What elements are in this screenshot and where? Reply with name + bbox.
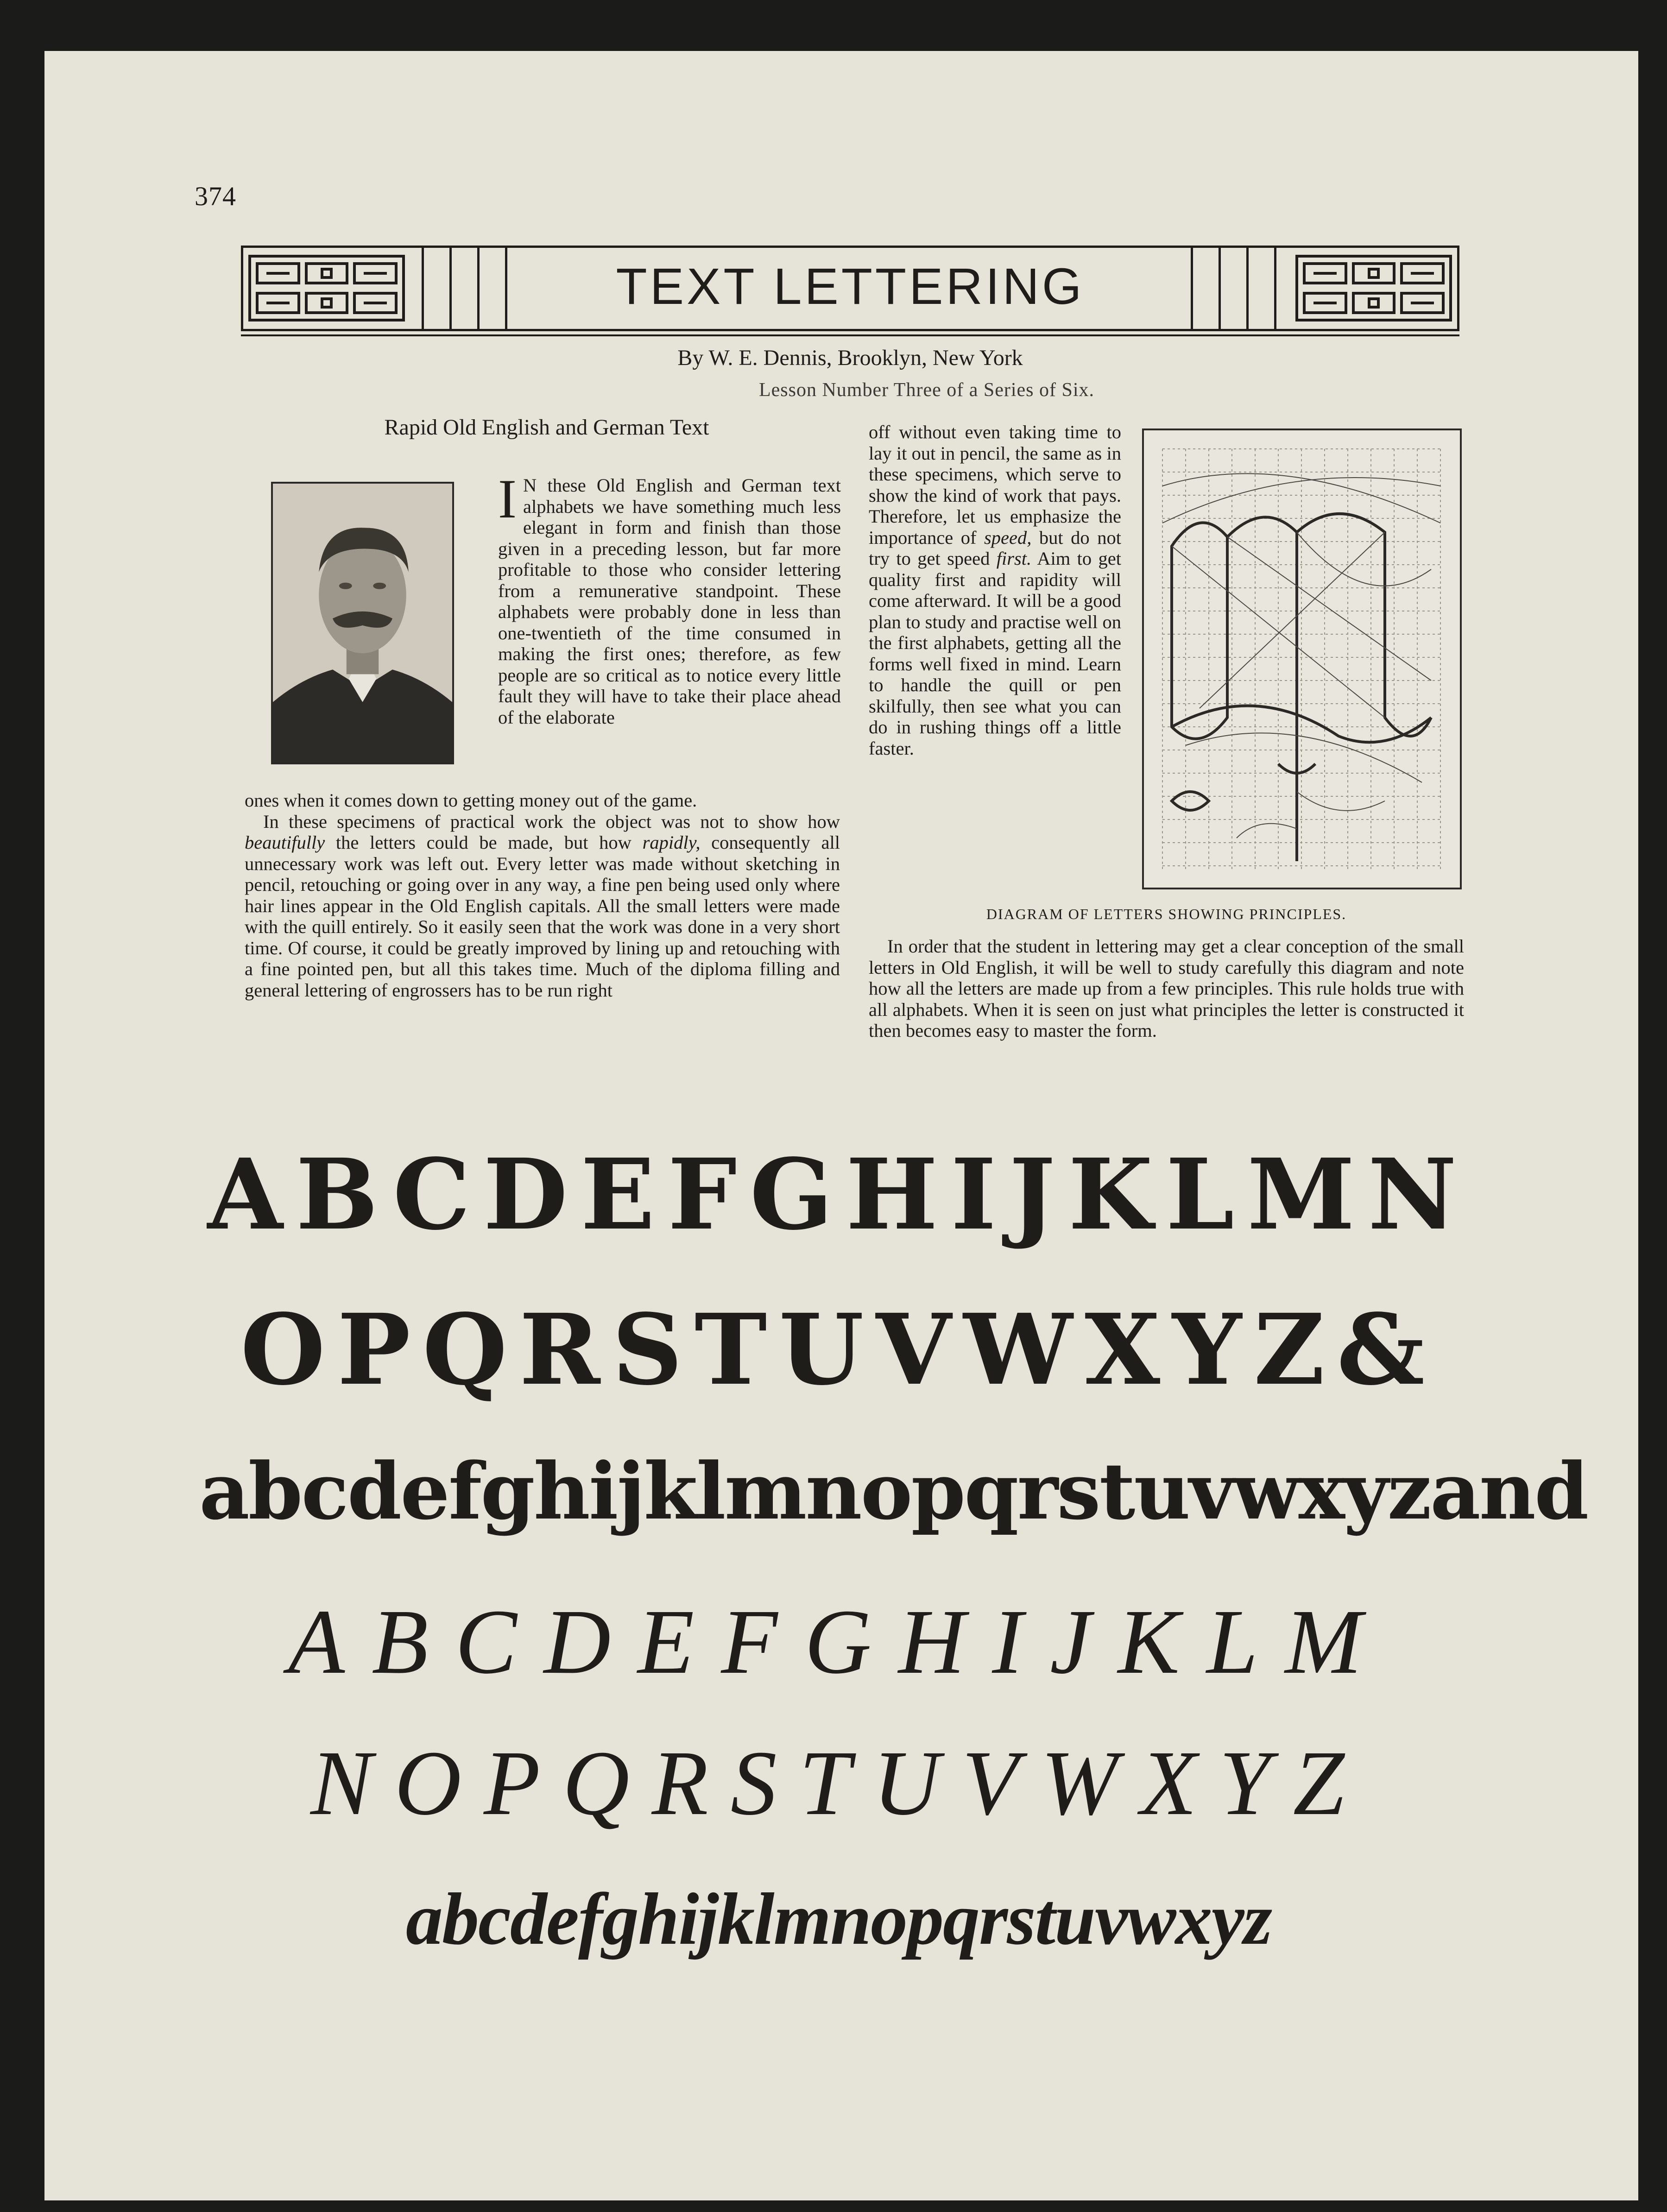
section-subhead: Rapid Old English and German Text: [384, 415, 709, 440]
banner-underline: [241, 334, 1459, 336]
letter-principles-diagram: [1142, 429, 1462, 889]
intro-paragraph: [498, 468, 841, 728]
drop-cap: I: [498, 468, 517, 529]
left-rule-bars: [412, 248, 524, 329]
german-text-capitals-row-1: ABCDEFGHIJKLM: [288, 1591, 1389, 1693]
right-key-ornament: [1295, 253, 1452, 323]
intro-text: N these Old English and German text alphabets we have something much less elegant in form and finish than those given in a preceding lesson, but far more profitable to those who consider lettering from a remunerative standpoint. These alphabets were probably done in less than one-twentieth of the time consumed in making the first ones; therefore, as few people are so critical as to notice every little fault they will have to take their place ahead of the elaborate: [498, 475, 841, 728]
speed-paragraph: In these specimens of practical work the object was not to show how beautifully the letters could be made, but how rapidly, consequently all unnecessary work was left out. Every letter was made without sketching in pencil, retouching or going over in any way, a fine pen being used only where hair lines appear in the Old English capitals. All the small letters were made with the quill entirely. So it easily seen that the work was done in a very short time. Of course, it could be greatly improved by lining up and retouching with a fine pointed pen, but all this takes time. Much of the diploma filling and general lettering of engrossers has to be run right: [245, 811, 840, 1001]
title-banner: [241, 246, 1459, 331]
intro-continuation: ones when it comes down to getting money out of the game.: [245, 790, 697, 811]
diagram-paragraph: In order that the student in lettering may get a clear conception of the small letters in Old English, it will be well to study carefully this diagram and note how all the letters are made up from a few principles. This rule holds true with all alphabets. When it is seen on just what principles the letter is constructed it then becomes easy to master the form.: [869, 936, 1464, 1041]
right-column-upper: [869, 422, 1121, 759]
right-rule-bars: [1177, 248, 1288, 329]
german-text-lowercase: abcdefghijklmnopqrstuvwxyz: [405, 1878, 1272, 1960]
left-key-ornament: [248, 253, 405, 323]
german-text-capitals-row-2: NOPQRSTUVWXYZ: [310, 1732, 1367, 1834]
left-column-lower: [245, 790, 840, 1001]
page-number: 374: [195, 181, 236, 211]
lesson-note: Lesson Number Three of a Series of Six.: [758, 379, 1095, 401]
diagram-caption: DIAGRAM OF LETTERS SHOWING PRINCIPLES.: [986, 906, 1347, 922]
old-english-lowercase: abcdefghijklmnopqrstuvwxyzand: [199, 1445, 1588, 1537]
author-portrait: [271, 482, 454, 764]
speed-continuation: off without even taking time to lay it out in pencil, the same as in these specimens, which serve to show the kind of work that pays. Therefore, let us emphasize the importance of speed, but do not try to get speed first. Aim to get quality first and rapidity will come afterward. It will be a good plan to study and practise well on the first alphabets, getting all the forms well fixed in mind. Learn to handle the quill or pen skilfully, then see what you can do in rushing things off a little faster.: [869, 422, 1121, 759]
old-english-capitals-row-2: OPQRSTUVWXYZ&: [240, 1292, 1437, 1407]
article-title: TEXT LETTERING: [616, 258, 1085, 315]
old-english-capitals-row-1: ABCDEFGHIJKLMN: [207, 1137, 1470, 1252]
byline: By W. E. Dennis, Brooklyn, New York: [677, 346, 1023, 370]
